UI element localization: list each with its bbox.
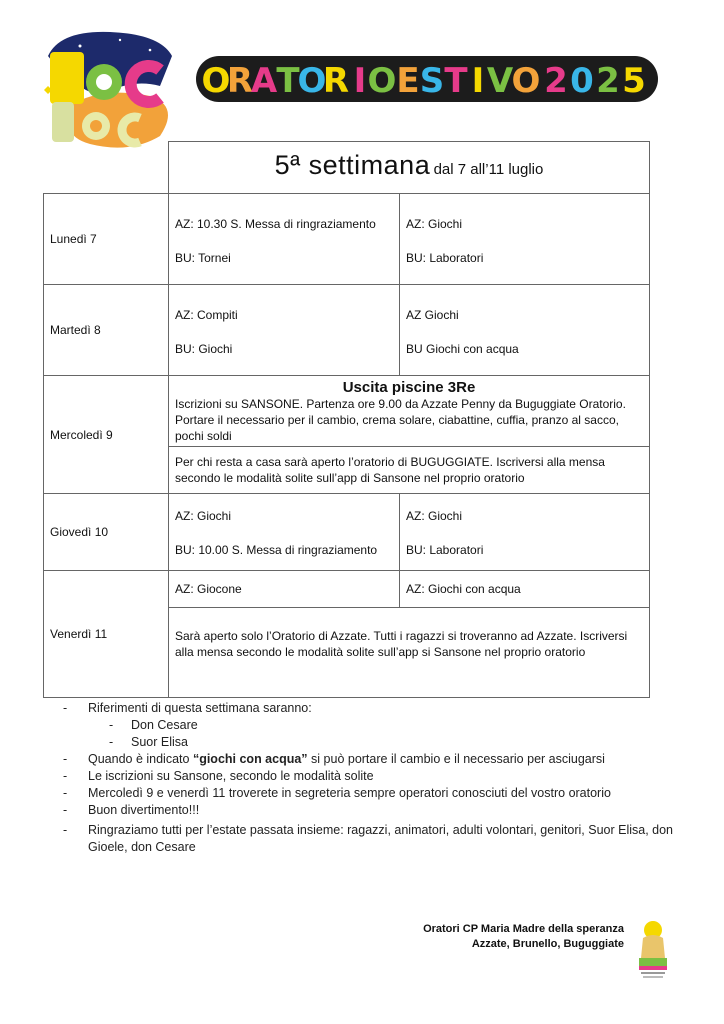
- day-label: Giovedì 10: [44, 494, 169, 571]
- activity-cell: [400, 194, 650, 285]
- activity-bu: BU: 10.00 S. Messa di ringraziamento: [175, 543, 378, 557]
- svg-text:V: V: [486, 61, 514, 101]
- notes-list: [63, 700, 683, 856]
- activity-az: AZ: Compiti: [175, 308, 238, 322]
- activity-az: AZ: Giochi: [406, 509, 463, 523]
- table-row: [44, 376, 650, 447]
- svg-text:A: A: [250, 61, 278, 101]
- svg-text:0: 0: [570, 61, 594, 101]
- trip-cell: [169, 376, 650, 447]
- week-dates: dal 7 all’11 luglio: [433, 161, 544, 178]
- list-subitem: - Don Cesare: [63, 717, 683, 734]
- svg-text:R: R: [226, 61, 254, 101]
- week-heading: [169, 142, 650, 194]
- activity-bu: BU: Laboratori: [406, 251, 484, 265]
- svg-text:I: I: [353, 61, 367, 101]
- activity-az: AZ: Giochi con acqua: [406, 582, 521, 596]
- activity-az: AZ: Giocone: [175, 582, 242, 596]
- note-text: Quando è indicato: [88, 752, 193, 766]
- svg-text:O: O: [297, 61, 327, 101]
- day-label: Lunedì 7: [44, 194, 169, 285]
- activity-cell: [400, 285, 650, 376]
- table-row: [44, 494, 650, 571]
- table-header-row: [44, 142, 650, 194]
- table-row: [44, 194, 650, 285]
- activity-az: AZ: Giochi: [175, 509, 232, 523]
- day-label: Mercoledì 9: [44, 376, 169, 494]
- list-item: [63, 751, 683, 768]
- activity-az: AZ: Giochi: [406, 217, 463, 231]
- svg-text:5: 5: [622, 61, 646, 101]
- home-info-cell: [169, 447, 650, 494]
- svg-text:R: R: [322, 61, 350, 101]
- svg-text:E: E: [396, 61, 420, 101]
- svg-text:T: T: [276, 61, 300, 101]
- footer-org: [423, 922, 624, 952]
- svg-text:O: O: [367, 61, 397, 101]
- note-text: si può portare il cambio e il necessario per asciugarsi: [307, 752, 605, 766]
- day-label: Martedì 8: [44, 285, 169, 376]
- list-item: - Ringraziamo tutti per l’estate passata insieme: ragazzi, animatori, adulti volontari, genitori, Suor Elisa, don Gioele, don Cesare: [63, 822, 683, 856]
- list-item: - Buon divertimento!!!: [63, 802, 683, 819]
- activity-cell: [169, 494, 400, 571]
- list-subitem: - Suor Elisa: [63, 734, 683, 751]
- friday-info-cell: [169, 608, 650, 698]
- activity-bu: BU: Laboratori: [406, 543, 484, 557]
- activity-az: AZ: 10.30 S. Messa di ringraziamento: [175, 217, 376, 231]
- day-label: Venerdì 11: [44, 571, 169, 698]
- trip-details: Iscrizioni su SANSONE. Partenza ore 9.00 da Azzate Penny da Buguggiate Oratorio. Portare il necessario per il cambio, crema solare, ciabattine, cuffia, pranzo al sacco, pochi soldi: [175, 397, 626, 443]
- table-row: [44, 571, 650, 608]
- oratorio-estivo-banner: [196, 52, 658, 106]
- activity-bu: BU Giochi con acqua: [406, 342, 519, 356]
- list-item: - Riferimenti di questa settimana saranno:: [63, 700, 683, 717]
- activity-cell: [400, 494, 650, 571]
- svg-text:T: T: [444, 61, 468, 101]
- friday-info-text: Sarà aperto solo l’Oratorio di Azzate. Tutti i ragazzi si troveranno ad Azzate. Iscriversi alla mensa secondo le modalità solite sull’app si Sansone nel proprio oratorio: [175, 629, 628, 659]
- svg-text:2: 2: [544, 61, 568, 101]
- activity-cell: [400, 571, 650, 608]
- svg-text:2: 2: [596, 61, 620, 101]
- activity-bu: BU: Tornei: [175, 251, 231, 265]
- svg-text:O: O: [201, 61, 231, 101]
- home-info-text: Per chi resta a casa sarà aperto l’oratorio di BUGUGGIATE. Iscriversi alla mensa secondo le modalità solite sull’app di Sansone nel proprio oratorio: [175, 455, 605, 485]
- week-title: 5ª settimana: [274, 150, 431, 180]
- schedule-table: [43, 141, 650, 698]
- activity-az: AZ Giochi: [406, 308, 459, 322]
- ioc-logo: [40, 26, 182, 154]
- comunita-pastorale-logo: [633, 918, 673, 980]
- footer-line: Azzate, Brunello, Buguggiate: [471, 938, 624, 950]
- note-bold: “giochi con acqua”: [192, 752, 308, 766]
- list-item: - Le iscrizioni su Sansone, secondo le modalità solite: [63, 768, 683, 785]
- table-row: [44, 285, 650, 376]
- footer-line: Oratori CP Maria Madre della speranza: [423, 923, 624, 935]
- svg-text:O: O: [511, 61, 541, 101]
- svg-text:S: S: [419, 61, 445, 101]
- activity-cell: [169, 571, 400, 608]
- activity-cell: [169, 285, 400, 376]
- trip-title: Uscita piscine 3Re: [342, 379, 476, 396]
- list-item: - Mercoledì 9 e venerdì 11 troverete in segreteria sempre operatori conosciuti del vostro oratorio: [63, 785, 683, 802]
- svg-text:I: I: [471, 61, 485, 101]
- activity-bu: BU: Giochi: [175, 342, 233, 356]
- activity-cell: [169, 194, 400, 285]
